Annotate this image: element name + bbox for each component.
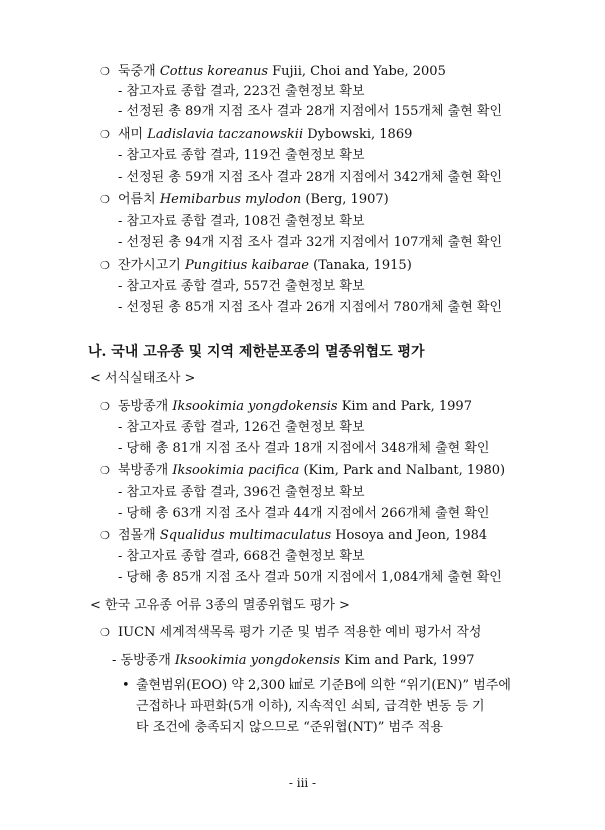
species-survey-line: - 당해 총 81개 지점 조사 결과 18개 지점에서 348개체 출현 확인	[118, 441, 490, 456]
species-title: ❍ 잔가시고기 Pungitius kaibarae (Tanaka, 1915)	[100, 256, 412, 276]
circle-bullet-icon: ❍	[100, 464, 110, 477]
sub-heading: < 한국 고유종 어류 3종의 멸종위협도 평가 >	[90, 598, 350, 613]
species-title: ❍ 동방종개 Iksookimia yongdokensis Kim and Park, 1997	[100, 397, 472, 417]
species-survey-line: - 선정된 총 85개 지점 조사 결과 26개 지점에서 780개체 출현 확인	[118, 300, 503, 315]
circle-bullet-icon: ❍	[100, 65, 110, 78]
species-title: ❍ 점몰개 Squalidus multimaculatus Hosoya and Jeon, 1984	[100, 526, 487, 546]
iucn-paragraph-line: 근접하나 파편화(5개 이하), 지속적인 쇠퇴, 급격한 변동 등 기	[136, 699, 485, 714]
iucn-species-line: - 동방종개 Iksookimia yongdokensis Kim and Park, 1997	[112, 653, 475, 668]
species-title: ❍ 어름치 Hemibarbus mylodon (Berg, 1907)	[100, 190, 389, 210]
iucn-paragraph-line: • 출현범위(EOO) 약 2,300 ㎢로 기준B에 의한 “위기(EN)” 범주에	[122, 676, 511, 696]
section-heading: 나. 국내 고유종 및 지역 제한분포종의 멸종위협도 평가	[88, 344, 425, 360]
species-reference-line: - 참고자료 종합 결과, 557건 출현정보 확보	[118, 279, 365, 294]
dot-bullet-icon: •	[122, 678, 130, 693]
circle-bullet-icon: ❍	[100, 626, 110, 639]
species-reference-line: - 참고자료 종합 결과, 668건 출현정보 확보	[118, 549, 365, 564]
species-title: ❍ 북방종개 Iksookimia pacifica (Kim, Park and Nalbant, 1980)	[100, 461, 505, 481]
sub-heading: < 서식실태조사 >	[90, 371, 196, 386]
species-title: ❍ 새미 Ladislavia taczanowskii Dybowski, 1869	[100, 125, 412, 145]
species-reference-line: - 참고자료 종합 결과, 119건 출현정보 확보	[118, 148, 365, 163]
species-survey-line: - 선정된 총 89개 지점 조사 결과 28개 지점에서 155개체 출현 확인	[118, 104, 503, 119]
species-survey-line: - 선정된 총 59개 지점 조사 결과 28개 지점에서 342개체 출현 확인	[118, 170, 503, 185]
species-reference-line: - 참고자료 종합 결과, 223건 출현정보 확보	[118, 84, 365, 99]
species-survey-line: - 선정된 총 94개 지점 조사 결과 32개 지점에서 107개체 출현 확인	[118, 235, 503, 250]
circle-bullet-icon: ❍	[100, 259, 110, 272]
species-reference-line: - 참고자료 종합 결과, 108건 출현정보 확보	[118, 214, 365, 229]
circle-bullet-icon: ❍	[100, 529, 110, 542]
circle-bullet-icon: ❍	[100, 128, 110, 141]
iucn-paragraph-line: 타 조건에 충족되지 않으므로 “준위협(NT)” 범주 적용	[136, 720, 443, 735]
circle-bullet-icon: ❍	[100, 193, 110, 206]
species-title: ❍ 둑중개 Cottus koreanus Fujii, Choi and Yabe, 2005	[100, 62, 446, 82]
page-number: - iii -	[288, 776, 317, 790]
species-survey-line: - 당해 총 85개 지점 조사 결과 50개 지점에서 1,084개체 출현 확인	[118, 570, 502, 585]
iucn-title: ❍ IUCN 세계적색목록 평가 기준 및 범주 적용한 예비 평가서 작성	[100, 623, 481, 643]
species-survey-line: - 당해 총 63개 지점 조사 결과 44개 지점에서 266개체 출현 확인	[118, 506, 490, 521]
species-reference-line: - 참고자료 종합 결과, 126건 출현정보 확보	[118, 420, 365, 435]
circle-bullet-icon: ❍	[100, 400, 110, 413]
species-reference-line: - 참고자료 종합 결과, 396건 출현정보 확보	[118, 485, 365, 500]
